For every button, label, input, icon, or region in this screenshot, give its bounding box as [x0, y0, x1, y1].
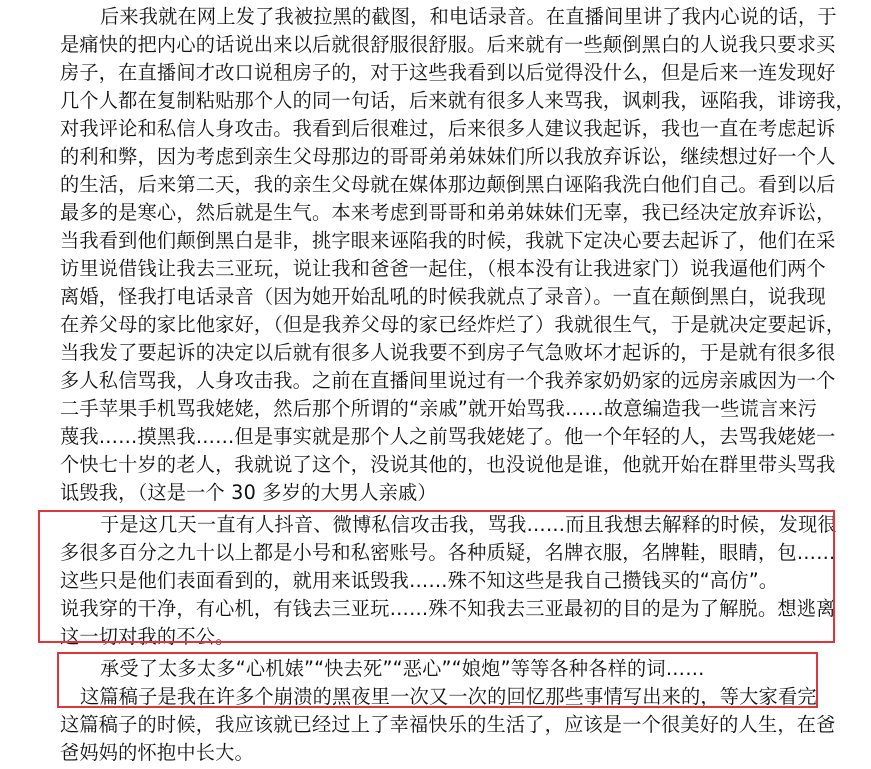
text-line: 蔑我……摸黑我……但是事实就是那个人之前骂我姥姥了。他一个年轻的人，去骂我姥姥一: [60, 425, 836, 448]
text-line: 二手苹果手机骂我姥姥，然后那个所谓的“亲戚”就开始骂我……故意编造我一些谎言来污: [60, 397, 818, 420]
text-line: 个快七十岁的老人，我就说了这个，没说其他的，也没说他是谁，他就开始在群里带头骂我: [60, 453, 836, 476]
text-line: 访里说借钱让我去三亚玩，说让我和爸爸一起住，（根本没有让我进家门）说我逼他们两个: [60, 257, 826, 280]
text-line: 后来我就在网上发了我被拉黑的截图，和电话录音。在直播间里讲了我内心说的话，于: [100, 5, 837, 28]
text-line: 的利和弊，因为考虑到亲生父母那边的哥哥弟弟妹妹们所以我放弃诉讼，继续想过好一个人: [60, 145, 836, 168]
text-line: 对我评论和私信人身攻击。我看到后很难过，后来很多人建议我起诉，我也一直在考虑起诉: [60, 117, 836, 140]
text-line: 当我看到他们颠倒黑白是非，挑字眼来诬陷我的时候，我就下定决心要去起诉了，他们在采: [60, 229, 836, 252]
text-line: 最多的是寒心，然后就是生气。本来考虑到哥哥和弟弟妹妹们无辜，我已经决定放弃诉讼，: [60, 201, 836, 224]
text-line: 爸妈妈的怀抱中长大。: [60, 741, 254, 764]
highlight-text-line: 承受了太多太多“心机婊”“快去死”“恶心”“娘炮”等等各种各样的词……: [100, 657, 705, 680]
text-line: 这篇稿子的时候，我应该就已经过上了幸福快乐的生活了，应该是一个很美好的人生，在爸: [60, 713, 836, 736]
highlight-text-line: 这篇稿子是我在许多个崩溃的黑夜里一次又一次的回忆那些事情写出来的，等大家看完: [80, 685, 817, 708]
text-line: 房子，在直播间才改口说租房子的，对于这些我看到以后觉得没什么，但是后来一连发现好: [60, 61, 836, 84]
text-line: 几个人都在复制粘贴那个人的同一句话，后来就有很多人来骂我，讽刺我，诬陷我，诽谤我，: [60, 89, 855, 112]
text-line: 在养父母的家比他家好，（但是我养父母的家已经炸烂了）我就很生气，于是就决定要起诉，: [60, 313, 846, 336]
text-line: 是痛快的把内心的话说出来以后就很舒服很舒服。后来就有一些颠倒黑白的人说我只要求买: [60, 33, 836, 56]
text-line: 离婚，怪我打电话录音（因为她开始乱吼的时候我就点了录音）。一直在颠倒黑白，说我现: [60, 285, 826, 308]
text-line: 多人私信骂我，人身攻击我。之前在直播间里说过有一个我养家奶奶家的远房亲戚因为一个: [60, 369, 836, 392]
text-line: 当我发了要起诉的决定以后就有很多人说我要不到房子气急败坏才起诉的，于是就有很多很: [60, 341, 836, 364]
highlight-box: [38, 510, 835, 643]
highlight-text-line: 这一切对我的不公。: [60, 625, 235, 648]
highlight-text-line: 这些只是他们表面看到的，就用来诋毁我……殊不知这些是我自己攒钱买的“高仿”。: [60, 569, 779, 592]
text-line: 诋毁我，（这是一个 30 多岁的大男人亲戚）: [60, 481, 437, 504]
text-line: 的生活，后来第二天，我的亲生父母就在媒体那边颠倒黑白诬陷我洗白他们自己。看到以后: [60, 173, 836, 196]
highlight-box: [57, 652, 818, 708]
highlight-text-line: 说我穿的干净，有心机，有钱去三亚玩……殊不知我去三亚最初的目的是为了解脱。想逃离: [60, 597, 836, 620]
highlight-text-line: 多很多百分之九十以上都是小号和私密账号。各种质疑，名牌衣服，名牌鞋，眼睛，包……: [60, 541, 836, 564]
highlight-text-line: 于是这几天一直有人抖音、微博私信攻击我，骂我……而且我想去解释的时候，发现很: [100, 513, 837, 536]
